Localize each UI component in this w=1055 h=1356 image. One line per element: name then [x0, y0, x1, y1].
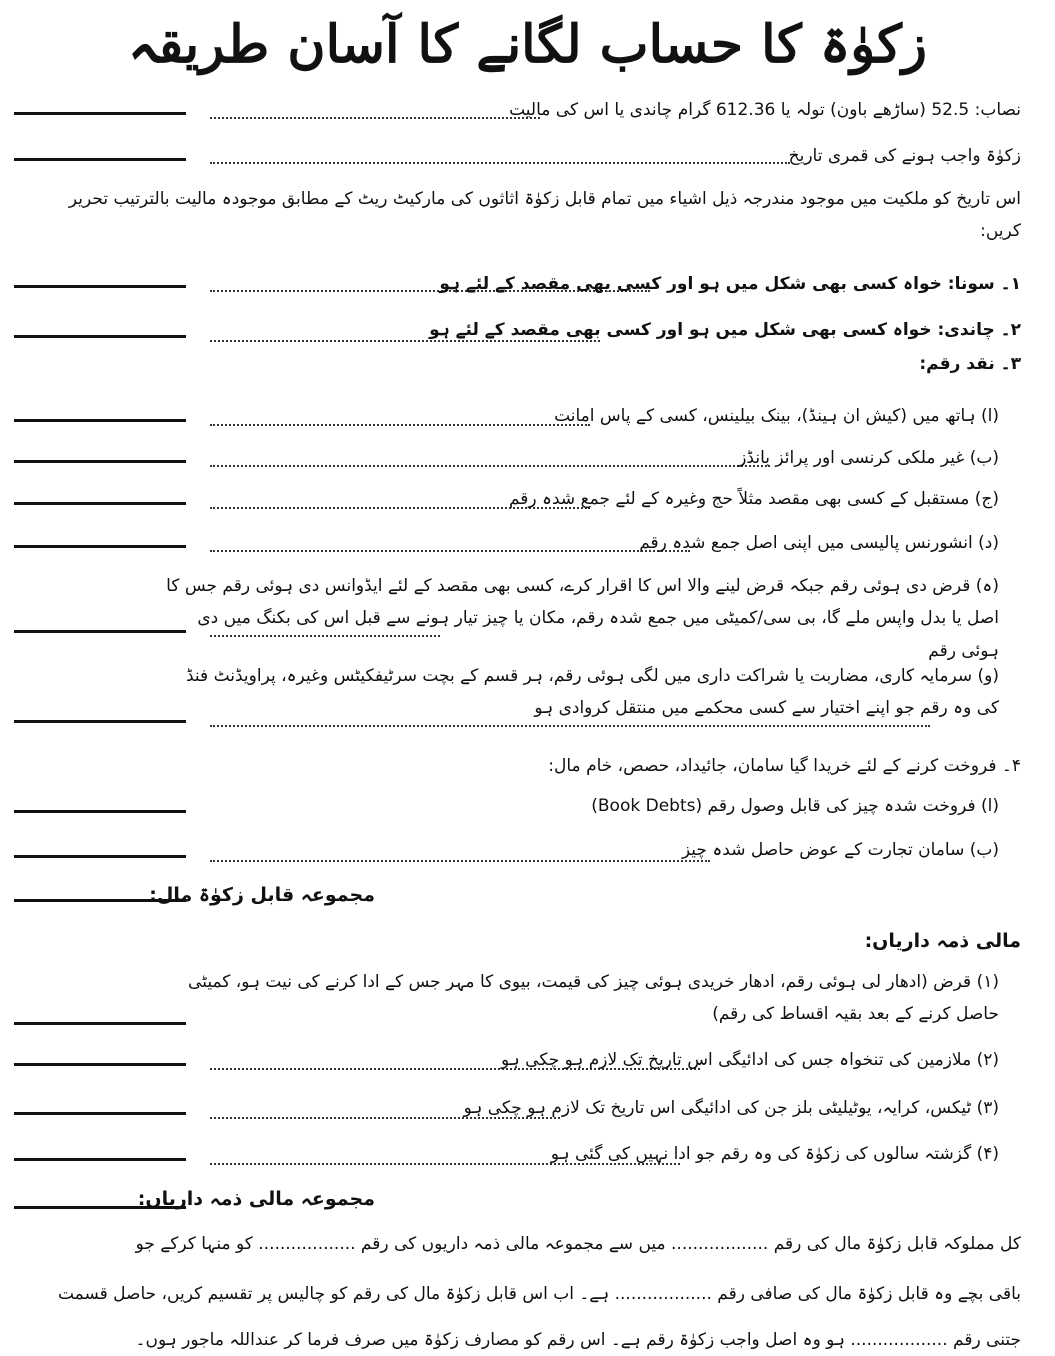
dotted-leader — [210, 550, 690, 552]
answer-line-cash-b[interactable] — [14, 460, 186, 463]
answer-line-gold[interactable] — [14, 285, 186, 288]
answer-line-cash-j[interactable] — [14, 502, 186, 505]
answer-line-goods-a[interactable] — [14, 810, 186, 813]
dotted-leader — [210, 424, 590, 426]
liability-item-4: (۴) گزشتہ سالوں کی زکوٰۃ کی وہ رقم جو ادا نہیں کی گئی ہو — [550, 1144, 999, 1164]
gold-line: ۱۔ سونا: خواہ کسی بھی شکل میں ہو اور کسی بھی مقصد کے لئے ہو — [439, 274, 1021, 294]
calculation-line-2: باقی بچے وہ قابل زکوٰۃ مال کی صافی رقم .................. ہے۔ اب اس قابل زکوٰۃ مال کی رقم کو چالیس پر تقسیم کریں، حاصل قسمت — [57, 1284, 1021, 1304]
due-date-line: زکوٰۃ واجب ہونے کی قمری تاریخ — [788, 146, 1021, 166]
dotted-leader — [210, 860, 710, 862]
answer-line-date[interactable] — [14, 158, 186, 161]
answer-line-cash-d[interactable] — [14, 545, 186, 548]
liability-item-1: (۱) قرض (ادھار لی ہوئی رقم، ادھار خریدی ہوئی چیز کی قیمت، بیوی کا مہر جس کے ادا کرنے کی نیت ہو، کمیٹی حاصل کرنے کے بعد بقیہ اقساط کی رقم) — [188, 972, 999, 1025]
cash-item-j: (ج) مستقبل کے کسی بھی مقصد مثلاً حج وغیرہ کے لئے جمع شدہ رقم — [508, 489, 999, 509]
cash-item-a: (ا) ہاتھ میں (کیش ان ہینڈ)، بینک بیلینس، کسی کے پاس امانت — [554, 406, 999, 426]
cash-item-w: (و) سرمایہ کاری، مضاربت یا شراکت داری میں لگی ہوئی رقم، ہر قسم کے بچت سرٹیفکیٹس وغیرہ، پراویڈنٹ فنڈ کی وہ رقم جو اپنے اختیار سے کسی محکمے میں منتقل کروادی ہو — [186, 666, 999, 719]
answer-line-nisab[interactable] — [14, 112, 186, 115]
calculation-line-1: کل مملوکہ قابل زکوٰۃ مال کی رقم .................. میں سے مجموعہ مالی ذمہ داریوں کی رقم .................. کو منہا کرکے جو — [135, 1234, 1021, 1254]
intro-paragraph: اس تاریخ کو ملکیت میں موجود مندرجہ ذیل اشیاء میں تمام قابل زکوٰۃ اثاثوں کی مارکیٹ ریٹ کے مطابق موجودہ مالیت بالترتیب تحریر کریں: — [68, 189, 1021, 242]
silver-line: ۲۔ چاندی: خواہ کسی بھی شکل میں ہو اور کسی بھی مقصد کے لئے ہو — [429, 320, 1021, 340]
total-liabilities-heading: مجموعہ مالی ذمہ داریاں: — [137, 1188, 375, 1210]
answer-line-liab-3[interactable] — [14, 1112, 186, 1115]
goods-heading: ۴۔ فروخت کرنے کے لئے خریدا گیا سامان، جائیداد، حصص، خام مال: — [548, 756, 1021, 776]
cash-item-h: (ہ) قرض دی ہوئی رقم جبکہ قرض لینے والا اس کا اقرار کرے، کسی بھی مقصد کے لئے ایڈوانس دی ہوئی رقم جس کا اصل یا بدل واپس ملے گا، بی سی/کمیٹی میں جمع شدہ رقم، مکان یا چیز تیار ہونے سے قبل اس کی بکنگ میں دی ہوئی رقم — [166, 576, 999, 661]
goods-item-a: (ا) فروخت شدہ چیز کی قابل وصول رقم (Book Debts) — [591, 796, 999, 816]
calculation-line-3: جتنی رقم .................. ہو وہ اصل واجب زکوٰۃ رقم ہے۔ اس رقم کو مصارف زکوٰۃ میں صرف فرما کر عنداللہ ماجور ہوں۔ — [135, 1330, 1021, 1350]
answer-line-liab-2[interactable] — [14, 1063, 186, 1066]
liability-item-3: (۳) ٹیکس، کرایہ، یوٹیلیٹی بلز جن کی ادائیگی اس تاریخ تک لازم ہو چکی ہو — [463, 1098, 999, 1118]
liability-item-2: (۲) ملازمین کی تنخواہ جس کی ادائیگی اس تاریخ تک لازم ہو چکی ہو — [501, 1050, 999, 1070]
answer-line-liab-4[interactable] — [14, 1158, 186, 1161]
dotted-leader — [210, 162, 790, 164]
dotted-leader — [210, 340, 600, 342]
goods-item-b: (ب) سامان تجارت کے عوض حاصل شدہ چیز — [681, 840, 999, 860]
cash-item-d: (د) انشورنس پالیسی میں اپنی اصل جمع شدہ رقم — [639, 533, 999, 553]
nisab-line: نصاب: 52.5 (ساڑھے باون) تولہ یا 612.36 گرام چاندی یا اس کی مالیت — [509, 100, 1021, 120]
total-assets-heading: مجموعہ قابل زکوٰۃ مال: — [149, 884, 375, 906]
answer-line-silver[interactable] — [14, 335, 186, 338]
dotted-leader — [210, 117, 540, 119]
dotted-leader — [210, 465, 770, 467]
answer-line-cash-a[interactable] — [14, 419, 186, 422]
cash-item-b: (ب) غیر ملکی کرنسی اور پرائز بانڈز — [738, 448, 999, 468]
cash-heading: ۳۔ نقد رقم: — [919, 354, 1021, 374]
dotted-leader — [210, 725, 930, 727]
answer-line-goods-b[interactable] — [14, 855, 186, 858]
liabilities-heading: مالی ذمہ داریاں: — [864, 930, 1021, 952]
page-title: زکوٰۃ کا حساب لگانے کا آسان طریقہ — [127, 14, 928, 75]
